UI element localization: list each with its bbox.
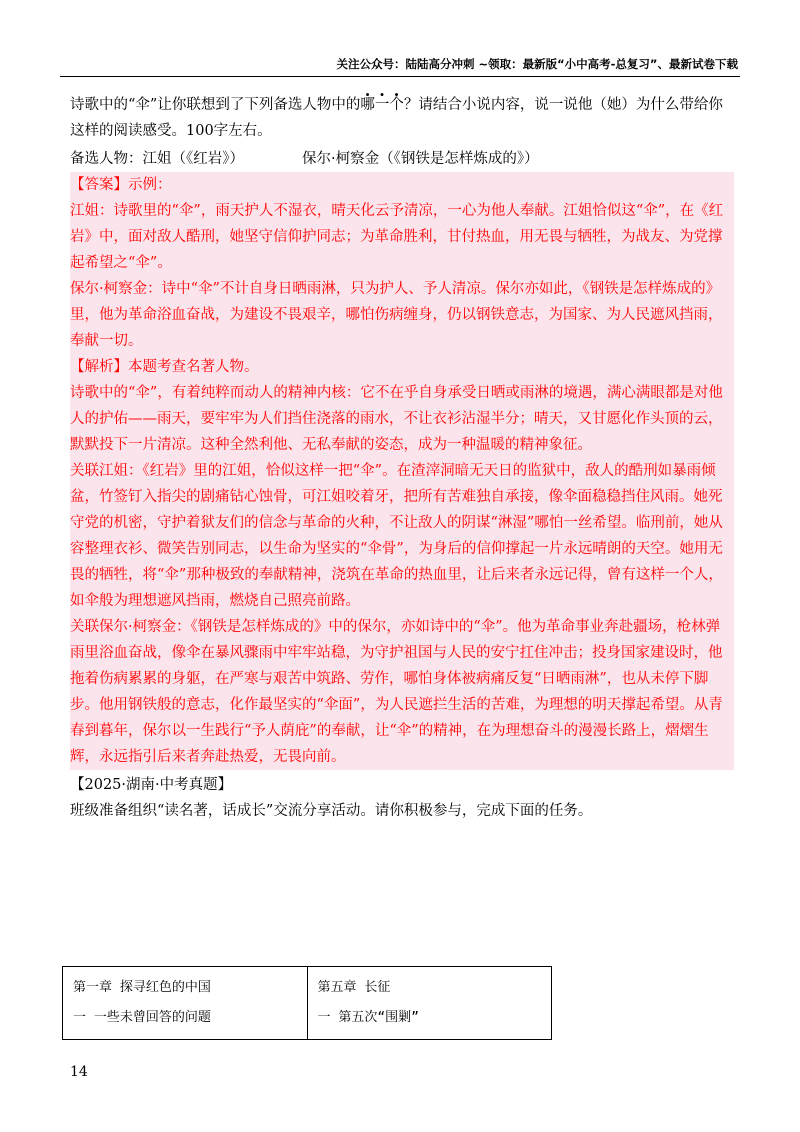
candidates-line (70, 146, 734, 172)
analysis-p1: 诗歌中的“伞”，有着纯粹而动人的精神内核：它不在乎自身承受日晒或雨淋的境遇，满心满眼都是对他人的护佑——雨天，要牢牢为人们挡住浇落的雨水，不让衣衫沾湿半分；晴天，又甘愿化作头顶的云，默默投下一片清凉。这种全然利他、无私奉献的姿态，成为一种温暖的精神象征。 (70, 385, 723, 453)
header-divider (60, 76, 740, 77)
main-content (70, 92, 734, 824)
page-number: 14 (70, 1064, 88, 1080)
next-question-source: 【2025·湖南·中考真题】 (70, 777, 233, 793)
question-text-after: ？请结合小说内容，说一说他（她）为什么带给你 (403, 97, 723, 113)
question-text-before: 诗歌中的“伞”让你联想到了下列备选人物中的 (70, 97, 361, 113)
answer-heading: 【答案】示例： (70, 177, 172, 193)
table-row (63, 967, 552, 1040)
toc-chapter-1-title: 第一章 探寻红色的中国 (73, 980, 211, 995)
page-header: 关注公众号：陆陆高分冲刺 ~领取：最新版“小中高考-总复习”、最新试卷下载 (336, 57, 738, 71)
answer-paul: 保尔·柯察金：诗中“伞”不计自身日晒雨淋，只为护人、予人清凉。保尔亦如此，《钢铁是怎样炼成的》里，他为革命浴血奋战，为建设不畏艰辛，哪怕伤病缠身，仍以钢铁意志，为国家、为人民遮风挡雨，奉献一切。 (70, 281, 723, 349)
analysis-heading-text: 【解析】本题考查名著人物。 (70, 359, 259, 375)
candidate-jiang: 备选人物：江姐（《红岩》） (70, 151, 244, 167)
toc-chapter-5-section: 一 第五次“围剿” (317, 1010, 419, 1025)
toc-cell-chapter-5 (307, 967, 552, 1040)
next-question-intro: 班级准备组织“读名著，话成长”交流分享活动。请你积极参与，完成下面的任务。 (70, 803, 593, 819)
candidate-paul: 保尔·柯察金（《钢铁是怎样炼成的》） (302, 151, 539, 167)
emphasis-char-1: 哪 (360, 97, 375, 113)
toc-chapter-5-title: 第五章 长征 (317, 980, 391, 995)
toc-chapter-1-section: 一 一些未曾回答的问题 (73, 1010, 211, 1025)
table-of-contents (62, 966, 552, 1040)
analysis-p3: 关联保尔·柯察金：《钢铁是怎样炼成的》中的保尔，亦如诗中的“伞”。他为革命事业奔赴疆场，枪林弹雨里浴血奋战，像伞在暴风骤雨中牢牢站稳，为守护祖国与人民的安宁扛住冲击；投身国家建设时，他拖着伤病累累的身躯，在严寒与艰苦中筑路、劳作，哪怕身体被病痛反复“日晒雨淋”，也从未停下脚步。他用钢铁般的意志，化作最坚实的“伞面”，为人民遮拦生活的苦难，为理想的明天撑起希望。从青春到暮年，保尔以一生践行“予人荫庇”的奉献，让“伞”的精神，在为理想奋斗的漫漫长路上，熠熠生辉，永远指引后来者奔赴热爱，无畏向前。 (70, 619, 723, 765)
toc-cell-chapter-1 (63, 967, 308, 1040)
emphasis-char-3: 个 (389, 97, 404, 113)
answer-jiang: 江姐：诗歌里的“伞”，雨天护人不湿衣，晴天化云予清凉，一心为他人奉献。江姐恰似这“伞”，在《红岩》中，面对敌人酷刑，她坚守信仰护同志；为革命胜利，甘付热血，用无畏与牺牲，为战友、为党撑起希望之“伞”。 (70, 203, 724, 271)
question-line-1 (70, 92, 734, 118)
analysis-heading (70, 354, 734, 380)
emphasis-char-2: 一 (374, 97, 390, 113)
answer-block (70, 172, 734, 770)
analysis-p2: 关联江姐：《红岩》里的江姐，恰似这样一把“伞”。在渣滓洞暗无天日的监狱中，敌人的酷刑如暴雨倾盆，竹签钉入指尖的剧痛钻心蚀骨，可江姐咬着牙，把所有苦难独自承接，像伞面稳稳挡住风雨。她死守党的机密，守护着狱友们的信念与革命的火种，不让敌人的阴谋“淋湿”哪怕一丝希望。临刑前，她从容整理衣衫、微笑告别同志，以生命为坚实的“伞骨”，为身后的信仰撑起一片永远晴朗的天空。她用无畏的牺牲，将“伞”那种极致的奉献精神，浇筑在革命的热血里，让后来者永远记得，曾有这样一个人，如伞般为理想遮风挡雨，燃烧自己照亮前路。 (70, 463, 723, 609)
question-line-2: 这样的阅读感受。100字左右。 (70, 123, 272, 139)
